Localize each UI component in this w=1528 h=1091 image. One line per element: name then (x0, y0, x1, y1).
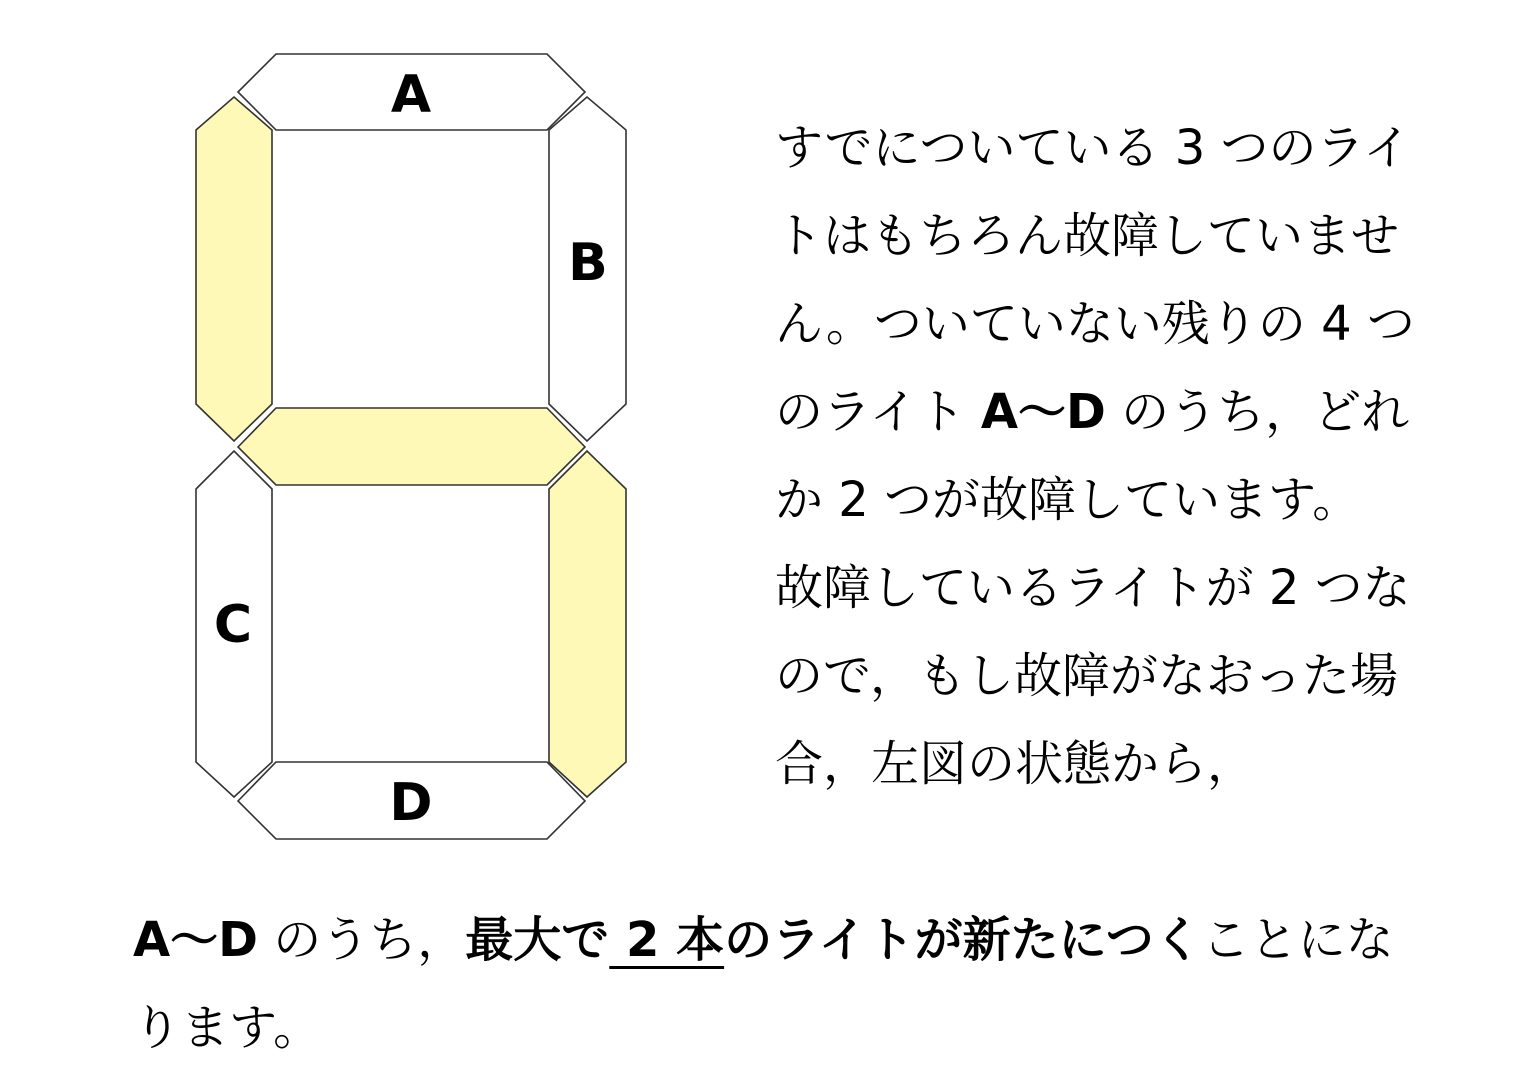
segment-middle (238, 408, 585, 485)
segment-label-d: D (389, 773, 433, 833)
paragraph-1 (775, 104, 1415, 544)
explanation-text (775, 104, 1415, 808)
segment-lower-right (549, 451, 626, 797)
conclusion-text (133, 896, 1423, 1072)
conclusion-part-6: ことになります。 (133, 912, 1394, 1056)
segment-label-c: C (213, 595, 253, 655)
paragraph-2: 故障しているライトが 2 つなので，もし故障がなおった場合，左図の状態から， (775, 560, 1411, 792)
segment-upper-left (196, 97, 272, 441)
segment-label-b: B (568, 233, 608, 293)
segment-label-a: A (390, 65, 432, 125)
conclusion-emphasis-max: 最大で (465, 912, 610, 968)
conclusion-emphasis-lights: のライトが新たにつく (724, 912, 1202, 968)
paragraph-1-part-3: のうち，どれか 2 つが故障しています。 (775, 384, 1410, 528)
conclusion-count-underlined: 2 本 (609, 912, 725, 968)
seven-segment-display (0, 0, 700, 880)
paragraph-1-part-1: すでについている 3 つのライトはもちろん故障していません。ついていない残りの 4 つのライト (775, 120, 1415, 440)
conclusion-part-2: のうち， (258, 912, 466, 968)
segments-range-label: A〜D (980, 384, 1106, 440)
conclusion-range-label: A〜D (133, 912, 258, 968)
